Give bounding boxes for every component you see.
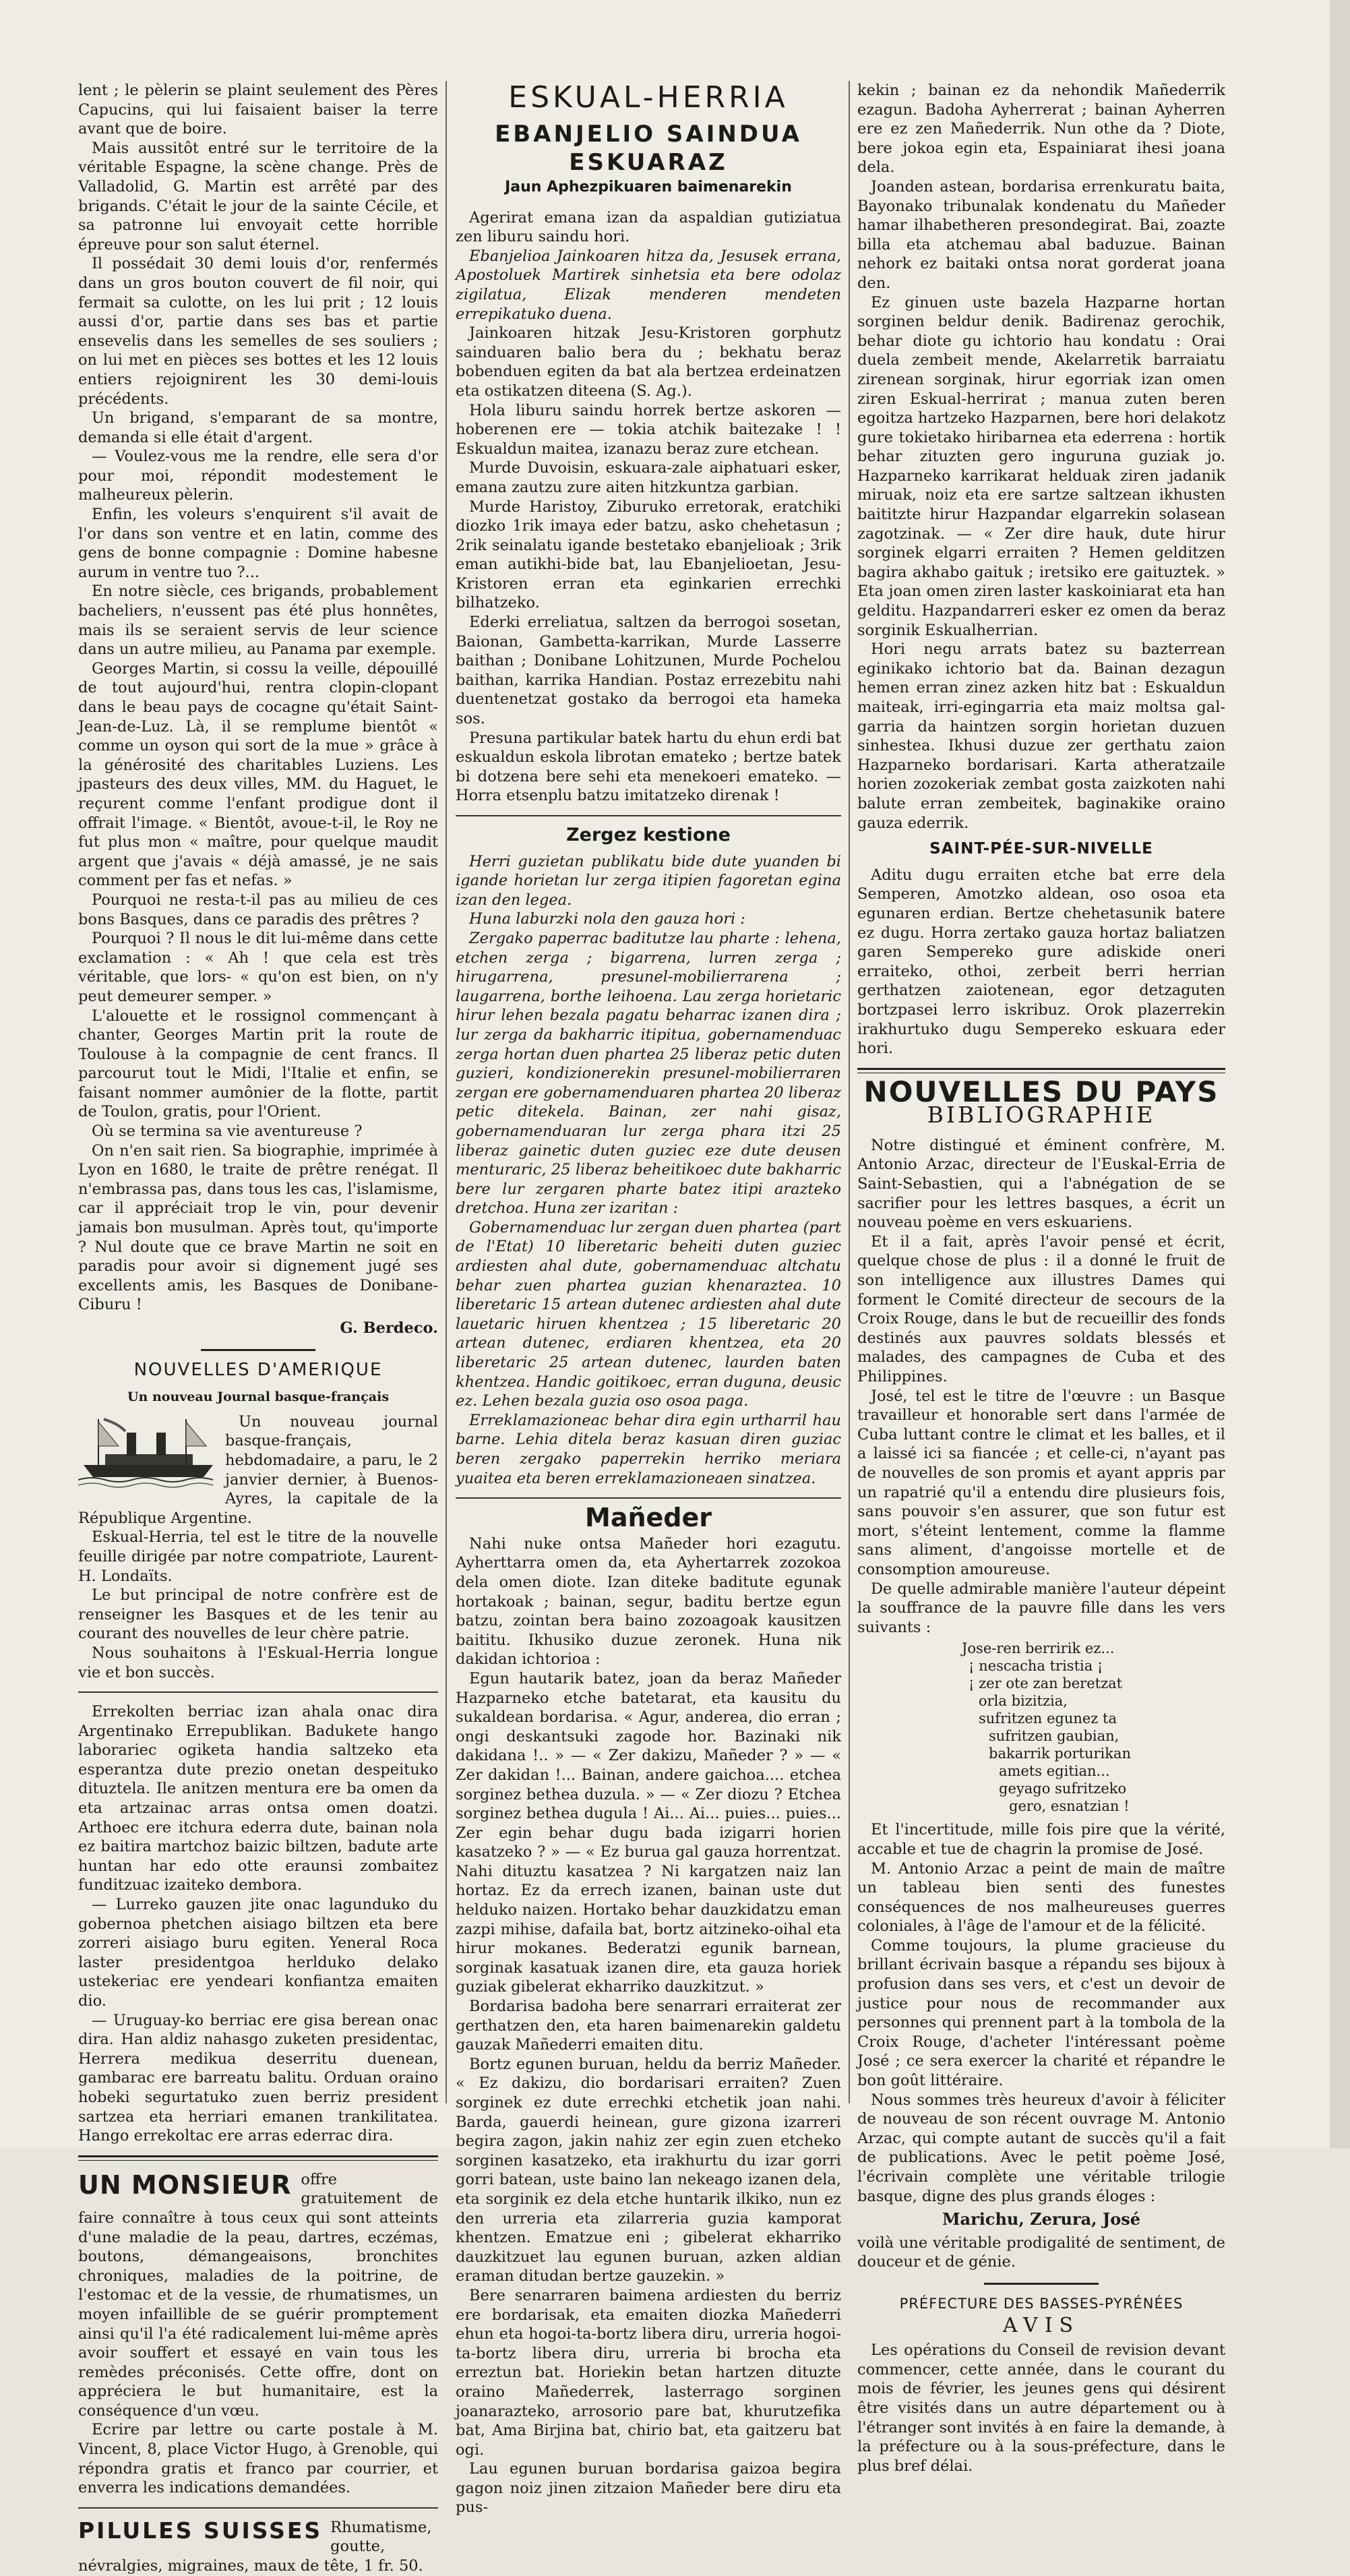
paragraph: Un brigand, s'emparant de sa montre, demanda si elle était d'argent. xyxy=(78,409,438,446)
paragraph: Egun hautarik batez, joan da beraz Mañeder Hazparneko etche batetarat, eta kausitu du sukaldean bordarisa. « Agur, anderea, dio erran ; ongi deskantsuki zagode hor. Bazinaki nik dakidana !.. » — « Zer dakizu, Mañeder ? » — « Zer dakidan !... Bainan, andere gaichoa.... etchea sorginez bethea duzula. » — « Zer diozu ? Etchea sorginez bethea dugula ! Ai... Ai... puies... puies... Zer egin behar dugu bada izigarri horien kasatzeko ? » — « Ez burua gal gauza horrentzat. Nahi dituztu kasatzea ? Ni kargatzen naiz lan hortaz. Ez da errech izanen, bainan uste dut helduko naizen. Hortako behar dauzkidatzu eman zazpi mihise, dafaila bat, bortz aitzineko-oihal eta hirur mokanes. Bederatzi egunik barnean, sorginak kasatuak izanen dire, eta gauza horiek guziak gibelerat ekharriko dauzkitzut. » xyxy=(456,1669,841,1996)
paragraph: Ederki erreliatua, saltzen da berrogoi sosetan, Baionan, Gambetta-karrikan, Murde Lasserre baithan ; Donibane Lohitzunen, Murde Pochelou baithan, karrika Handian. Postaz errezebitu nahi duentenetzat gostako da berrogoi eta hameka sos. xyxy=(456,613,841,728)
paragraph: Nahi nuke ontsa Mañeder hori ezagutu. Ayherttarra omen da, eta Ayhertarrek zozokoa dela omen diote. Izan diteke baditute egunak hortakoak ; bainan, segur, baditu bertze egun batzu, zointan bera baino zozoagoak kausitzen baititu. Ikhusiko duzue zeronek. Huna nik dakidan ichtorioa : xyxy=(456,1534,841,1669)
paragraph: Et l'incertitude, mille fois pire que la vérité, accable et tue de chagrin la promise de José. xyxy=(857,1821,1225,1858)
paragraph: Joanden astean, bordarisa errenkuratu baita, Bayonako tribunalak kondenatu du Mañeder hamar ilhabetheren presondegirat. Bai, zoazte billa eta atchemau abal baduzue. Bainan nehork ez baitaki ontsa norat gorderat joana den. xyxy=(857,177,1225,292)
divider xyxy=(857,1068,1225,1073)
divider xyxy=(78,1691,438,1693)
paragraph: Où se termina sa vie aventureuse ? xyxy=(92,1122,363,1141)
poem-line: ¡ nescacha tristia ¡ xyxy=(969,1658,1103,1675)
poem-line: orla bizitzia, xyxy=(979,1693,1068,1710)
paragraph: — Lurreko gauzen jite onac lagunduko du gobernoa phetchen aisiago biltzen eta bere zorreri aisiago buru egiten. Yeneral Roca laster presidentgoa herlduko delako ustekeriac ere yendeari konfiantza emaiten dio. xyxy=(78,1896,438,2010)
paragraph: De quelle admirable manière l'auteur dépeint la souffrance de la pauvre fille dans les vers suivants : xyxy=(857,1580,1225,1636)
paragraph: lent ; le pèlerin se plaint seulement des Pères Capucins, qui lui faisaient baiser la terre avant que de boire. xyxy=(78,82,438,138)
section-heading: NOUVELLES D'AMERIQUE xyxy=(133,1359,383,1380)
divider xyxy=(78,2507,438,2509)
paragraph: Comme toujours, la plume gracieuse du brillant écrivain basque a répandu ses bijoux à profusion dans ses vers, et c'est un devoir de justice pour nous de recommander aux personnes qui prennent part à la tombola de la Croix Rouge, d'acheter l'intéressant poème José ; ce sera exercer la charité et répandre le bon goût littéraire. xyxy=(857,1936,1225,2090)
paragraph: Ez ginuen uste bazela Hazparne hortan sorginen beldur denik. Badirenaz gerochik, behar diote gu ichtorio hau kondatu : Orai duela zembeit mende, Akelarretik barraiatu zirenean sorginak, hirur egorriak izan omen ziren Eskual-herrirat ; manua zuten beren egoitza hartzeko Hazparnen, bere hori delakotz gure tokietako hiribarnea eta ederrena : hortik behar zituzten gero inguruna guziak jo. Hazparneko karrikarat helduak ziren jadanik miruak, noiz eta ere sartze saltzean ikhusten baititzte hirur Hazpandar elgarrekin solasean zagotzinak. — « Zer dire hauk, dute hirur sorginek elgarri erraiten ? Hemen gelditzen bagira akhabo gaituk ; iretsiko ere gaituztek. » Eta joan omen ziren laster kaskoiniarat eta han gelditu. Hazpandarreri esker ez omen da beraz sorginik Eskualherrian. xyxy=(857,293,1225,639)
article-heading: Un nouveau Journal basque-français xyxy=(127,1389,390,1405)
steamship-illustration xyxy=(78,1412,220,1493)
paragraph: M. Antonio Arzac a peint de main de maître un tableau bien senti des funestes conséquences de nos malheureuses guerres coloniales, à l'âge de l'amour et de la félicité. xyxy=(857,1859,1225,1936)
paragraph: Bordarisa badoha bere senarrari erraiterat zer gerthatzen den, eta haren baimenarekin galdetu gauzak Mañederri emaiten ditu. xyxy=(456,1998,841,2054)
article-heading: Zergez kestione xyxy=(566,825,731,845)
paragraph: Murde Duvoisin, eskuara-zale aiphatuari esker, emana zautzu zure aiten hitzkuntza garbian. xyxy=(456,459,841,496)
divider xyxy=(456,1497,841,1499)
section-heading: ESKUAL-HERRIA xyxy=(508,80,789,115)
paragraph: Aditu dugu erraiten etche bat erre dela Semperen, Amotzko aldean, oso osoa eta egunaren erdian. Bertze chehetasunik batere ez dugu. Horra zertako gauza hortaz baliatzen garen Sempereko gure adiskide oneri erraiteko, othoi, zerbeit berri herrian gerthatzen zaiotenean, egor detzaguten bortzpasei lerro iskribuz. Orok plazerrekin irakhurtuko dugu Sempereko eskuara eder hori. xyxy=(857,866,1225,1058)
section-heading: NOUVELLES DU PAYS xyxy=(863,1075,1219,1108)
paragraph: — Uruguay-ko berriac ere gisa berean onac dira. Han aldiz nahasgo zuketen presidentac, Herrera medikua deserritu duenean, gambarac ere barreatu balitu. Orduan oraino hobeki segurtatuko zuen berriz president sartzea eta herriari emanen trankilitatea. Hango errekoltac ere arras ederrac dira. xyxy=(78,2011,438,2145)
advert-headline: UN MONSIEUR xyxy=(78,2169,292,2200)
paragraph: Bere senarraren baimena ardiesten du berriz ere bordarisak, eta emaiten diozka Mañederri ehun eta hogoi-ta-bortz libera diru, urreria hogoi-ta-bortz libera diru, urreria bi brocha eta erreztun bat. Horiekin betan hartzen dituzte oraino Mañederrek, lasterrago sorginen joanarazteko, arrosorio pare bat, khurutzefika bat, Ama Birjina bat, chirio bat, eta gaitzeru bat ogi. xyxy=(456,2286,841,2459)
poem-line: sufritzen egunez ta xyxy=(979,1710,1117,1727)
divider xyxy=(984,2283,1099,2285)
paragraph: kekin ; bainan ez da nehondik Mañederrik ezagun. Badoha Ayherrerat ; bainan Ayherren ere ez zen Mañederrik. Nun othe da ? Diote, bere jokoa egin eta, Espainiarat ihesi joana dela. xyxy=(857,82,1225,177)
paragraph: Eskual-Herria, tel est le titre de la nouvelle feuille dirigée par notre compatriote, Laurent-H. Londaïts. xyxy=(78,1528,438,1585)
article-heading: BIBLIOGRAPHIE xyxy=(927,1102,1156,1129)
article-heading: PRÉFECTURE DES BASSES-PYRÉNÉES xyxy=(899,2295,1184,2312)
paragraph: Mais aussitôt entré sur le territoire de la véritable Espagne, la scène change. Près de Valladolid, G. Martin est arrêté par des brigands. C'était le jour de la sainte Cécile, et sa patronne lui envoyait cette horrible épreuve pour son salut éternel. xyxy=(78,139,438,253)
paragraph: Georges Martin, si cossu la veille, dépouillé de tout aujourd'hui, rentra clopin-clopant dans le beau pays de cocagne qu'était Saint-Jean-de-Luz. Là, il se remplume bientôt « comme un oyson qui sort de la mue » grâce à la générosité des charitables Luziens. Les jpasteurs des deux villes, MM. du Haguet, le reçurent comme l'enfant prodigue dont il offrait l'image. « Bientôt, avoue-t-il, le Roy ne fut plus mon « maître, pour quelque maudit argent que j'avais « déjà amassé, je ne sais comment per fas et nefas. » xyxy=(78,659,438,890)
paragraph: Murde Haristoy, Ziburuko erretorak, eratchiki diozko 1rik imaya eder batzu, asko chehetasun ; 2rik seinalatu igande bestetako ebanjelioak ; 3rik eman autikhi-bide bat, lau Ebanjelioetan, Jesu-Kristoren erran eta eginkarien errechki bilhatzeko. xyxy=(456,498,841,612)
paragraph: Erreklamazioneac behar dira egin urtharril hau barne. Lehia ditela beraz kasuan diren guziac beren zergako paperrekin herriko meriara yuaitea eta beren erreklamazioneaen sinatzea. xyxy=(456,1411,841,1487)
divider xyxy=(201,1349,315,1351)
article-heading: SAINT-PÉE-SUR-NIVELLE xyxy=(929,840,1153,858)
divider xyxy=(78,2155,438,2161)
paragraph: Pourquoi ? Il nous le dit lui-même dans cette exclamation : « Ah ! que cela est très véritable, que lors- « qu'on est bien, on n'y peut demeurer semper. » xyxy=(78,930,438,1005)
paragraph: En notre siècle, ces brigands, probablement bacheliers, n'eussent pas été plus honnêtes, mais ils se seraient servis de leur science dans un autre milieu, au Panama par exemple. xyxy=(78,582,438,659)
poem-excerpt xyxy=(857,1640,1225,1815)
column-middle xyxy=(456,81,841,2517)
paragraph: Le but principal de notre confrère est de renseigner les Basques et de les tenir au courant des nouvelles de leur chère patrie. xyxy=(78,1586,438,1643)
paragraph: Hola liburu saindu horrek bertze askoren — hoberenen ere — tokia atchik baitezake ! ! Eskualdun maitea, izanazu beraz zure etchean. xyxy=(456,401,841,458)
paragraph: Rhumatisme, goutte, névralgies, migraines, maux de tête, 1 fr. 50. xyxy=(78,2518,432,2575)
advert-pilules xyxy=(78,2518,438,2576)
paragraph: Gobernamenduac lur zergan duen phartea (part de l'Etat) 10 liberetaric beheiti duten guziec ardiesten ahal dute, gobernamenduac altchatu behar zuen phartea guzian khenaraztea. 10 liberetaric 15 artean dutenec ardiesten ahal dute lauetaric hiruen khentzea ; 15 liberetaric 20 artean dutenec, erdiaren khentzea, eta 20 liberetaric 25 artean dutenec, laurden baten khentzea. Handic goitikoec, erran duguna, deusic ez. Lehen bezala guzia oso osoa paga. xyxy=(456,1218,841,1410)
paragraph: L'alouette et le rossignol commençant à chanter, Georges Martin prit la route de Toulouse à la compagnie de cent francs. Il parcourut tout le Midi, l'Italie et enfin, se faisant nommer aumônier de la flotte, partit de Toulon, gratis, pour l'Orient. xyxy=(78,1007,438,1121)
paragraph: Jainkoaren hitzak Jesu-Kristoren gorphutz sainduaren balio bera du ; bekhatu beraz bobenduen egiten da bat ala bertzea erdeinatzen eta ostikatzen diteena (S. Ag.). xyxy=(456,324,841,400)
poem-line: sufritzen gaubian, xyxy=(989,1728,1119,1745)
author-signature: G. Berdeco. xyxy=(340,1319,438,1337)
paragraph: Pourquoi ne resta-t-il pas au milieu de ces bons Basques, dans ce paradis des prêtres ? xyxy=(78,891,438,928)
column-rule xyxy=(849,81,850,2103)
paragraph: Et il a fait, après l'avoir pensé et écrit, quelque chose de plus : il a donné le fruit de son intelligence aux illustres Dames qui forment le Comité directeur de secours de la Croix Rouge, dans le but de recueillir des fonds destinés aux pauvres soldats blessés et malades, des campagnes de Cuba et des Philippines. xyxy=(857,1232,1225,1385)
paragraph: On n'en sait rien. Sa biographie, imprimée à Lyon en 1680, le traite de prêtre renégat. Il n'embrassa pas, dans tous les cas, l'islamisme, car il appréciait trop le vin, pour devenir jamais bon musulman. Après tout, qu'importe ? Nul doute que ce brave Martin ne soit en paradis pour avoir si dignement jugé ses excellents amis, les Basques de Donibane-Ciburu ! xyxy=(78,1141,438,1314)
poem-line: geyago sufritzeko xyxy=(999,1780,1127,1797)
paragraph: Errekolten berriac izan ahala onac dira Argentinako Errepublikan. Badukete hango laborariec ogiketa handia saltzeko eta esperantza dute prezio onetan despeituko dituztela. Ile anitzen mentura ere ba omen da eta artzainac arras ontsa omen doatzi. Arthoec ere itchura ederra dute, bainan nola ez baitira martchoz baizic biltzen, badute arte huntan har edo otte eraunsi zombaitez funditzuac izaiteko dembora. xyxy=(78,1703,438,1894)
page-edge xyxy=(1330,0,1350,2149)
paragraph: Il possédait 30 demi louis d'or, renfermés dans un gros bouton couvert de fil noir, qui fermait sa culotte, on les lui prit ; 12 louis aussi d'or, partie dans ses bas et partie ensevelis dans les semelles de ses souliers ; on lui met en pièces ses bottes et les 12 louis entiers rejoignirent les 30 demi-louis précédents. xyxy=(78,255,438,408)
article-heading: Mañeder xyxy=(585,1503,712,1533)
paragraph: Ecrire par lettre ou carte postale à M. Vincent, 8, place Victor Hugo, à Grenoble, qui répondra gratis et franco par courrier, et enverra les indications demandées. xyxy=(78,2421,438,2497)
paragraph: Enfin, les voleurs s'enquirent s'il avait de l'or dans son ventre et en latin, comme des gens de bonne compagnie : Domine habesne aurum in ventre tuo ?... xyxy=(78,506,438,581)
trilogy-titles: Marichu, Zerura, José xyxy=(942,2209,1141,2229)
article-heading: EBANJELIO SAINDUA ESKUARAZ xyxy=(495,121,802,176)
paragraph: Nous sommes très heureux d'avoir à féliciter de nouveau de son récent ouvrage M. Antonio Arzac, qui compte autant de succès qu'il a fait de publications. Avec le petit poème José, l'écrivain complète une véritable trilogie basque, digne des plus grands éloges : xyxy=(857,2091,1225,2205)
paragraph: Presuna partikular batek hartu du ehun erdi bat eskualdun eskola librotan emateko ; bertze batek bi dotzena bere sehi eta menekoeri emateko. — Horra etsenplu batzu imitatzeko direnak ! xyxy=(456,729,841,805)
paragraph: Hori negu arrats batez su bazterrean eginikako ichtorio bat da. Bainan dezagun hemen erran zinez azken hitz bat : Eskualdun maiteak, irri-egingarria eta maiz moltsa gal-garria da haintzen sorgin horietan duzuen sinhestea. Ikhusi duzue zer gerthatu zaion Hazparneko bordarisari. Karta atheratzaile horien zozokeriak zembat gosta zaizkoten nahi balute erran zembeitek, baginakike oraino gauza ederrik. xyxy=(857,640,1225,832)
article-subheading: Jaun Aphezpikuaren baimenarekin xyxy=(505,179,792,196)
article-subheading: AVIS xyxy=(1002,2313,1080,2337)
paragraph: Agerirat emana izan da aspaldian gutiziatua zen liburu saindu hori. xyxy=(456,208,841,246)
poem-line: gero, esnatzian ! xyxy=(1009,1798,1130,1815)
column-left xyxy=(78,81,438,2576)
paragraph: offre gratuitement de faire connaître à tous ceux qui sont atteints d'une maladie de la peau, dartres, eczémas, boutons, démangeaisons, bronchites chroniques, maladies de la poitrine, de l'estomac et de la vessie, de rhumatismes, un moyen infaillible de se guérir promptement ainsi qu'il l'a été radicalement lui-même après avoir souffert et essayé en vain tous les remèdes préconisés. Cette offre, dont on appréciera le but humanitaire, est la conséquence d'un vœu. xyxy=(78,2170,438,2420)
paragraph: Les opérations du Conseil de revision devant commencer, cette année, dans le courant du mois de février, les jeunes gens qui désirent être visités dans un autre département ou à l'étranger sont invités à en faire la demande, à la préfecture ou à la sous-préfecture, dans le plus bref délai. xyxy=(857,2341,1225,2475)
poem-line: ¡ zer ote zan beretzat xyxy=(969,1675,1123,1692)
divider xyxy=(456,815,841,816)
paragraph: Nous souhaitons à l'Eskual-Herria longue vie et bon succès. xyxy=(78,1644,438,1681)
paragraph: voilà une véritable prodigalité de sentiment, de douceur et de génie. xyxy=(857,2234,1225,2271)
paragraph: Huna laburzki nola den gauza hori : xyxy=(469,910,745,928)
poem-line: bakarrik porturikan xyxy=(989,1745,1132,1762)
column-right xyxy=(857,81,1225,2476)
paragraph: — Voulez-vous me la rendre, elle sera d'or pour moi, répondit modestement le malheureux pèlerin. xyxy=(78,448,438,504)
paragraph: Notre distingué et éminent confrère, M. Antonio Arzac, directeur de l'Euskal-Erria de Saint-Sebastien, qui a l'abnégation de se sacrifier pour les lettres basques, a écrit un nouveau poème en vers eskuariens. xyxy=(857,1136,1225,1232)
poem-line: amets egitian... xyxy=(999,1763,1110,1780)
advert-monsieur xyxy=(78,2170,438,2498)
advert-headline: PILULES SUISSES xyxy=(78,2517,323,2544)
paragraph: Herri guzietan publikatu bide dute yuanden bi igande horietan lur zerga itipien fagoretan egina izan den legea. xyxy=(456,852,841,909)
paragraph: Lau egunen buruan bordarisa gaizoa begira gagon noiz jinen zitzaion Mañeder bere diru eta pus- xyxy=(456,2460,841,2517)
paragraph: Ebanjelioa Jainkoaren hitza da, Jesusek errana, Apostoluek Martirek sinhetsia eta bere odolaz zigilatua, Elizak menderen mendeten errepikatuko duena. xyxy=(456,247,841,323)
paragraph: Un nouveau journal basque-français, hebdomadaire, a paru, le 2 janvier dernier, à Buenos-Ayres, la capitale de la République Argentine. xyxy=(78,1412,438,1527)
paragraph: Bortz egunen buruan, heldu da berriz Mañeder. « Ez dakizu, dio bordarisari erraiten? Zuen sorginek ez dute errechki etchetik joan nahi. Barda, gauerdi heinean, gure gizona izarreri begira zagon, jakin nahiz zer egin zuen etcheko sorginen kasatzeko, eta irakhurtu du izar gorri gorri batean, uste baino lan nekeago izanen dela, eta sorginik ez dela etche huntarik ilkiko, nun ez den urreria eta zilarreria guzia kamporat khentzen. Ematzue eni ; gibelerat ekharriko dauzkitzuet lau egunen buruan, azken aldian eraman ditudan bertze gauzekin. » xyxy=(456,2055,841,2285)
paragraph: Zergako paperrac baditutze lau pharte : lehena, etchen zerga ; bigarrena, lurren zerga ; hirugarrena, presunel-mobilierrarena ; laugarrena, borthe leihoena. Lau zerga horietaric hirur lehen bezala pagatu beharrac izanen dira ; lur zerga da bakharric itipitua, gobernamenduac zerga hortan duen phartea 25 liberaz petic duten guzieri, kondizionerekin presunel-mobilierraren zergan ere gobernamenduaren phartea 20 liberaz petic ditekela. Bainan, zer nahi gisaz, gobernamenduaran lur zerga phara itzi 25 liberaz gainetic duten guziec eze dute deusen menturaric, 25 liberaz beheitikoec dute bakharric bere lur zergaren pharte batez itipi arazteko dretchoa. Huna zer izaritan : xyxy=(456,929,841,1218)
column-rule xyxy=(446,81,447,2103)
poem-line: Jose-ren berririk ez... xyxy=(962,1640,1115,1657)
paragraph: José, tel est le titre de l'œuvre : un Basque travailleur et honorable sert dans l'armée de Cuba luttant contre le climat et les balles, et il a laissé ici sa fiancée ; et celle-ci, n'ayant pas de nouvelles de son promis et ayant appris par un rapatrié qu'il a entendu dire plusieurs fois, sans pouvoir s'en assurer, que son futur est mort, s'éteint lentement, comme la flamme sans aliment, d'angoisse mortelle et de consomption amoureuse. xyxy=(857,1387,1225,1578)
